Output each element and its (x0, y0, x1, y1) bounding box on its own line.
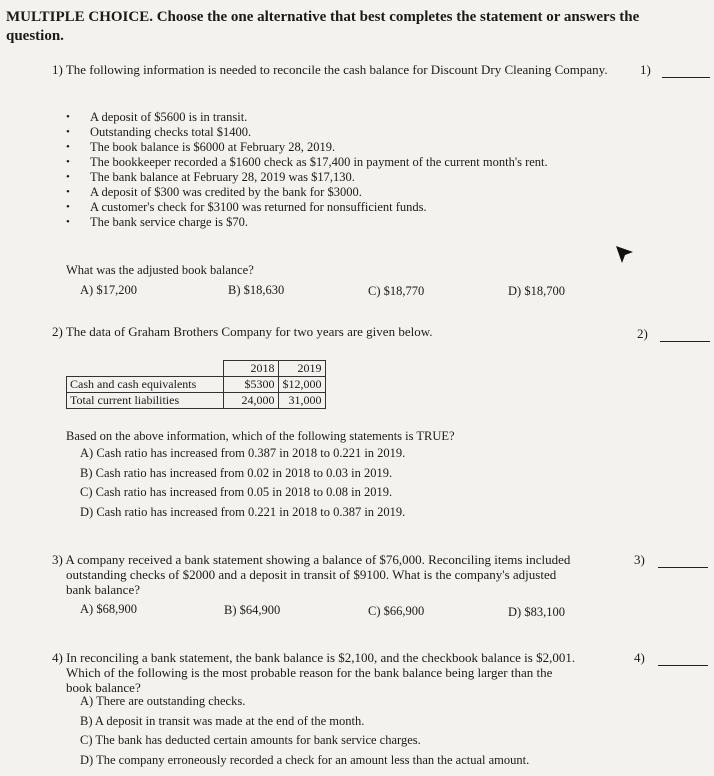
answer-blank-3[interactable] (658, 567, 708, 568)
answer-label-4: 4) (634, 650, 645, 665)
fact-item: • The bookkeeper recorded a $1600 check as $17,400 in payment of the current month's rent. (66, 155, 626, 170)
question-4-line-1: 4) In reconciling a bank statement, the bank balance is $2,100, and the checkbook balance is $2,001. (52, 650, 576, 665)
q4-option-a[interactable]: A) There are outstanding checks. (80, 694, 246, 708)
table-row (67, 393, 326, 409)
q2-option-c[interactable]: C) Cash ratio has increased from 0.05 in 2018 to 0.08 in 2019. (80, 485, 393, 499)
row-label: Total current liabilities (67, 393, 224, 409)
question-3-line-2: outstanding checks of $2000 and a deposit in transit of $9100. What is the company's adjusted (66, 567, 557, 582)
q3-option-a[interactable]: A) $68,900 (80, 602, 137, 616)
answer-label-3: 3) (634, 552, 645, 567)
fact-item: • A deposit of $5600 is in transit. (66, 110, 626, 125)
mouse-cursor-icon (613, 243, 637, 267)
q4-option-c[interactable]: C) The bank has deducted certain amounts for bank service charges. (80, 733, 421, 747)
year-header: 2019 (278, 361, 325, 377)
q1-option-c[interactable]: C) $18,770 (368, 284, 425, 298)
table-header-row (67, 361, 326, 377)
q1-option-b[interactable]: B) $18,630 (228, 283, 285, 297)
question-1-facts (66, 110, 626, 230)
question-2-prompt: Based on the above information, which of the following statements is TRUE? (66, 429, 455, 443)
fact-item: • Outstanding checks total $1400. (66, 125, 626, 140)
q2-option-a[interactable]: A) Cash ratio has increased from 0.387 in 2018 to 0.221 in 2019. (80, 446, 406, 460)
question-4-line-3: book balance? (66, 680, 141, 695)
q2-option-b[interactable]: B) Cash ratio has increased from 0.02 in 2018 to 0.03 in 2019. (80, 465, 393, 480)
fact-item: • The bank balance at February 28, 2019 was $17,130. (66, 170, 626, 185)
q2-option-d[interactable]: D) Cash ratio has increased from 0.221 in 2018 to 0.387 in 2019. (80, 504, 406, 519)
question-4-line-2: Which of the following is the most probable reason for the bank balance being larger than the (66, 665, 553, 680)
fact-item: • The book balance is $6000 at February 28, 2019. (66, 140, 626, 155)
row-label: Cash and cash equivalents (67, 377, 224, 393)
fact-item: • A customer's check for $3100 was returned for nonsufficient funds. (66, 200, 626, 215)
table-row (67, 377, 326, 393)
q3-option-c[interactable]: C) $66,900 (368, 604, 425, 618)
section-header: MULTIPLE CHOICE. Choose the one alternative that best completes the statement or answers the question. (6, 9, 640, 44)
fact-item: • The bank service charge is $70. (66, 215, 626, 230)
table-cell: 31,000 (278, 393, 325, 409)
answer-label-2: 2) (637, 326, 648, 341)
company-data-table (66, 360, 326, 409)
question-1-text: 1) The following information is needed to reconcile the cash balance for Discount Dry Cleaning Company. (52, 62, 608, 77)
q2-options (80, 444, 405, 522)
year-header: 2018 (223, 361, 278, 377)
question-3-line-3: bank balance? (66, 582, 140, 597)
fact-item: • A deposit of $300 was credited by the bank for $3000. (66, 185, 626, 200)
q1-option-d[interactable]: D) $18,700 (508, 284, 565, 298)
table-cell: $12,000 (278, 377, 325, 393)
table-cell: $5300 (223, 377, 278, 393)
q1-option-a[interactable]: A) $17,200 (80, 283, 137, 297)
answer-blank-2[interactable] (660, 341, 710, 342)
answer-blank-1[interactable] (662, 77, 710, 78)
q4-option-d[interactable]: D) The company erroneously recorded a check for an amount less than the actual amount. (80, 752, 530, 767)
question-1-prompt: What was the adjusted book balance? (66, 263, 254, 277)
table-cell: 24,000 (223, 393, 278, 409)
answer-label-1: 1) (640, 62, 651, 77)
q3-option-d[interactable]: D) $83,100 (508, 605, 565, 619)
question-2-text: 2) The data of Graham Brothers Company for two years are given below. (52, 324, 433, 339)
question-3-line-1: 3) A company received a bank statement showing a balance of $76,000. Reconciling items included (52, 552, 571, 567)
q3-option-b[interactable]: B) $64,900 (224, 603, 281, 617)
q4-option-b[interactable]: B) A deposit in transit was made at the end of the month. (80, 713, 365, 728)
q4-options (80, 692, 529, 770)
answer-blank-4[interactable] (658, 665, 708, 666)
